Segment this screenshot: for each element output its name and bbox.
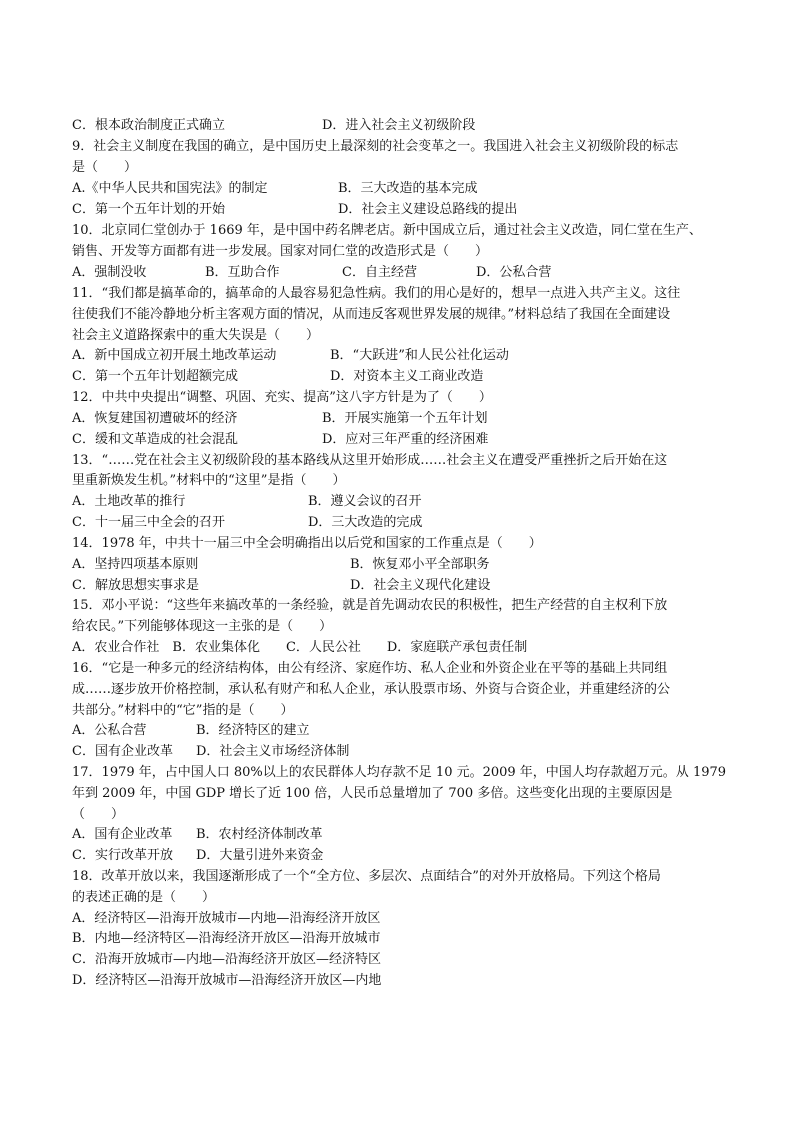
question-15-stem: 15．邓小平说：“这些年来搞改革的一条经验，就是首先调动农民的积极性，把生产经营的自主权利下放 [72,598,668,613]
question-10-stem-cont: 销售、开发等方面都有进一步发展。国家对同仁堂的改造形式是（ ） [72,244,489,259]
question-12-option-c: C．缓和文革造成的社会混乱 [72,432,238,447]
question-16-option-d: D．社会主义市场经济体制 [196,744,350,759]
question-18-option-d: D．经济特区—沿海开放城市—沿海经济开放区—内地 [72,973,382,988]
question-18-stem: 18．改革开放以来，我国逐渐形成了一个“全方位、多层次、点面结合”的对外开放格局。下列这个格局 [72,869,661,884]
question-17-stem-cont: （ ） [72,807,125,822]
question-16-stem-cont: 成……逐步放开价格控制，承认私有财产和私人企业，承认股票市场、外资与合资企业，并重建经济的公 [72,682,671,697]
question-17-stem: 17．1979 年，占中国人口 80%以上的农民群体人均存款不足 10 元。2009 年，中国人均存款超万元。从 1979 [72,765,727,780]
question-16-option-c: C．国有企业改革 [72,744,173,759]
question-17-option-c: C．实行改革开放 [72,848,173,863]
question-9-stem: 9．社会主义制度在我国的确立，是中国历史上最深刻的社会变革之一。我国进入社会主义初级阶段的标志 [72,139,679,154]
question-11-option-a: A．新中国成立初开展土地改革运动 [72,348,277,363]
question-18-stem-cont: 的表述正确的是（ ） [72,890,216,905]
question-18-option-a: A．经济特区—沿海开放城市—内地—沿海经济开放区 [72,911,381,926]
question-9-option-c: C．第一个五年计划的开始 [72,202,225,217]
question-13-option-a: A．土地改革的推行 [72,494,186,509]
option-d: D．进入社会主义初级阶段 [322,118,476,133]
question-18-option-b: B．内地—经济特区—沿海经济开放区—沿海开放城市 [72,931,381,946]
question-14-stem: 14．1978 年，中共十一届三中全会明确指出以后党和国家的工作重点是（ ） [72,536,542,551]
question-10-option-c: C．自主经营 [342,265,417,280]
question-13-option-b: B．遵义会议的召开 [308,494,422,509]
question-9-option-a: A.《中华人民共和国宪法》的制定 [72,181,268,196]
question-14-option-c: C．解放思想实事求是 [72,578,199,593]
question-11-stem: 11．“我们都是搞革命的，搞革命的人最容易犯急性病。我们的用心是好的，想早一点进入共产主义。这往 [72,286,681,301]
question-16-option-a: A．公私合营 [72,723,147,738]
question-12-option-b: B．开展实施第一个五年计划 [322,411,488,426]
question-10-option-b: B．互助合作 [205,265,280,280]
question-17-option-b: B．农村经济体制改革 [196,827,323,842]
question-16-stem: 16．“它是一种多元的经济结构体，由公有经济、家庭作坊、私人企业和外资企业在平等的基础上共同组 [72,661,668,676]
question-15-options: A．农业合作社 B．农业集体化 C．人民公社 D．家庭联产承包责任制 [72,640,528,655]
question-17-option-a: A．国有企业改革 [72,827,173,842]
question-12-option-d: D．应对三年严重的经济困难 [322,432,489,447]
question-13-stem-cont: 里重新焕发生机。”材料中的“这里”是指（ ） [72,473,346,488]
question-11-stem-cont: 往使我们不能冷静地分析主客观方面的情况，从而违反客观世界发展的规律。”材料总结了我国在全面建设 [72,307,671,322]
question-16-option-b: B．经济特区的建立 [196,723,310,738]
question-12-option-a: A．恢复建国初遭破坏的经济 [72,411,238,426]
question-17-stem-cont: 年到 2009 年，中国 GDP 增长了近 100 倍，人民币总量增加了 700 多倍。这些变化出现的主要原因是 [72,786,673,801]
question-11-option-c: C．第一个五年计划超额完成 [72,369,238,384]
question-10-option-d: D．公私合营 [476,265,552,280]
question-13-option-d: D．三大改造的完成 [308,515,423,530]
question-14-option-b: B．恢复邓小平全部职务 [350,557,490,572]
option-c: C．根本政治制度正式确立 [72,118,225,133]
question-9-option-b: B．三大改造的基本完成 [338,181,478,196]
question-14-option-a: A．坚持四项基本原则 [72,557,199,572]
question-13-stem: 13．“……党在社会主义初级阶段的基本路线从这里开始形成……社会主义在遭受严重挫折之后开始在这 [72,453,668,468]
question-18-option-c: C．沿海开放城市—内地—沿海经济开放区—经济特区 [72,952,381,967]
question-11-option-b: B．“大跃进”和人民公社化运动 [330,348,509,363]
question-15-stem-cont: 给农民。”下列能够体现这一主张的是（ ） [72,619,333,634]
question-14-option-d: D．社会主义现代化建设 [350,578,491,593]
question-17-option-d: D．大量引进外来资金 [196,848,324,863]
question-9-stem-cont: 是（ ） [72,160,138,175]
question-12-stem: 12．中共中央提出“调整、巩固、充实、提高”这八字方针是为了（ ） [72,390,492,405]
question-13-option-c: C．十一届三中全会的召开 [72,515,225,530]
question-11-stem-cont: 社会主义道路探索中的重大失误是（ ） [72,328,320,343]
question-9-option-d: D．社会主义建设总路线的提出 [338,202,518,217]
question-10-stem: 10．北京同仁堂创办于 1669 年，是中国中药名牌老店。新中国成立后，通过社会主义改造，同仁堂在生产、 [72,223,702,238]
question-10-option-a: A．强制没收 [72,265,147,280]
question-16-stem-cont: 共部分。”材料中的“它”指的是（ ） [72,703,294,718]
question-11-option-d: D．对资本主义工商业改造 [330,369,484,384]
